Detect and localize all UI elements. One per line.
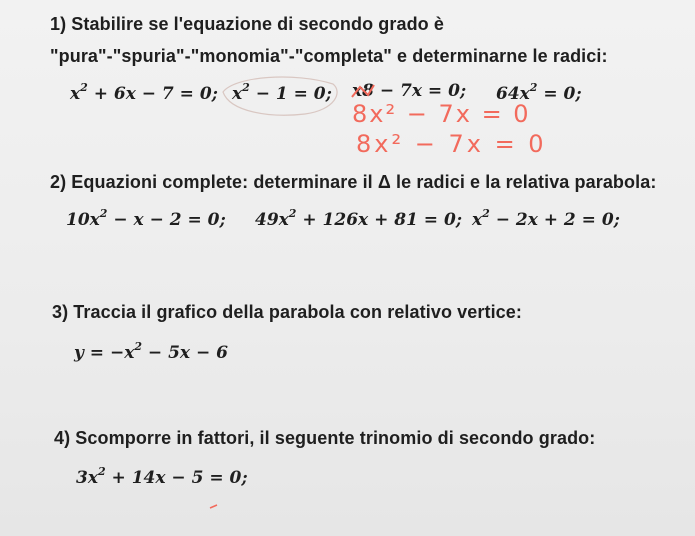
pen-dot-mark xyxy=(208,502,220,512)
equation-1a: $x^2 + 6x - 7 = 0$; xyxy=(70,81,218,104)
equation-1c: x8 − 7x = 0; xyxy=(352,81,467,101)
equation-4: $3x^2 + 14x - 5 = 0$; xyxy=(76,465,248,488)
pen-circle-mark xyxy=(215,70,345,120)
handwritten-correction-2: 8x² − 7x = 0 xyxy=(356,130,547,158)
section1-title-line1: 1) Stabilire se l'equazione di secondo grado è xyxy=(50,14,444,34)
equation-3: $y = -x^2 - 5x - 6$ xyxy=(74,340,228,363)
section1-title-line2: "pura"-"spuria"-"monomia"-"completa" e determinarne le radici: xyxy=(50,46,608,66)
section4-title: 4) Scomporre in fattori, il seguente trinomio di secondo grado: xyxy=(54,428,596,448)
handwritten-correction-1: 8x² − 7x = 0 xyxy=(352,100,531,128)
equation-2b: $49x^2 + 126x + 81 = 0$; xyxy=(255,207,463,230)
equation-1d: $64x^2 = 0$; xyxy=(496,81,582,104)
equation-2a: $10x^2 - x - 2 = 0$; xyxy=(66,207,226,230)
section3-title: 3) Traccia il grafico della parabola con relativo vertice: xyxy=(52,302,522,322)
section2-title: 2) Equazioni complete: determinare il Δ le radici e la relativa parabola: xyxy=(50,172,657,192)
equation-2c: $x^2 - 2x + 2 = 0$; xyxy=(472,207,620,230)
equation-1b: $x^2 - 1 = 0$; xyxy=(232,81,332,104)
